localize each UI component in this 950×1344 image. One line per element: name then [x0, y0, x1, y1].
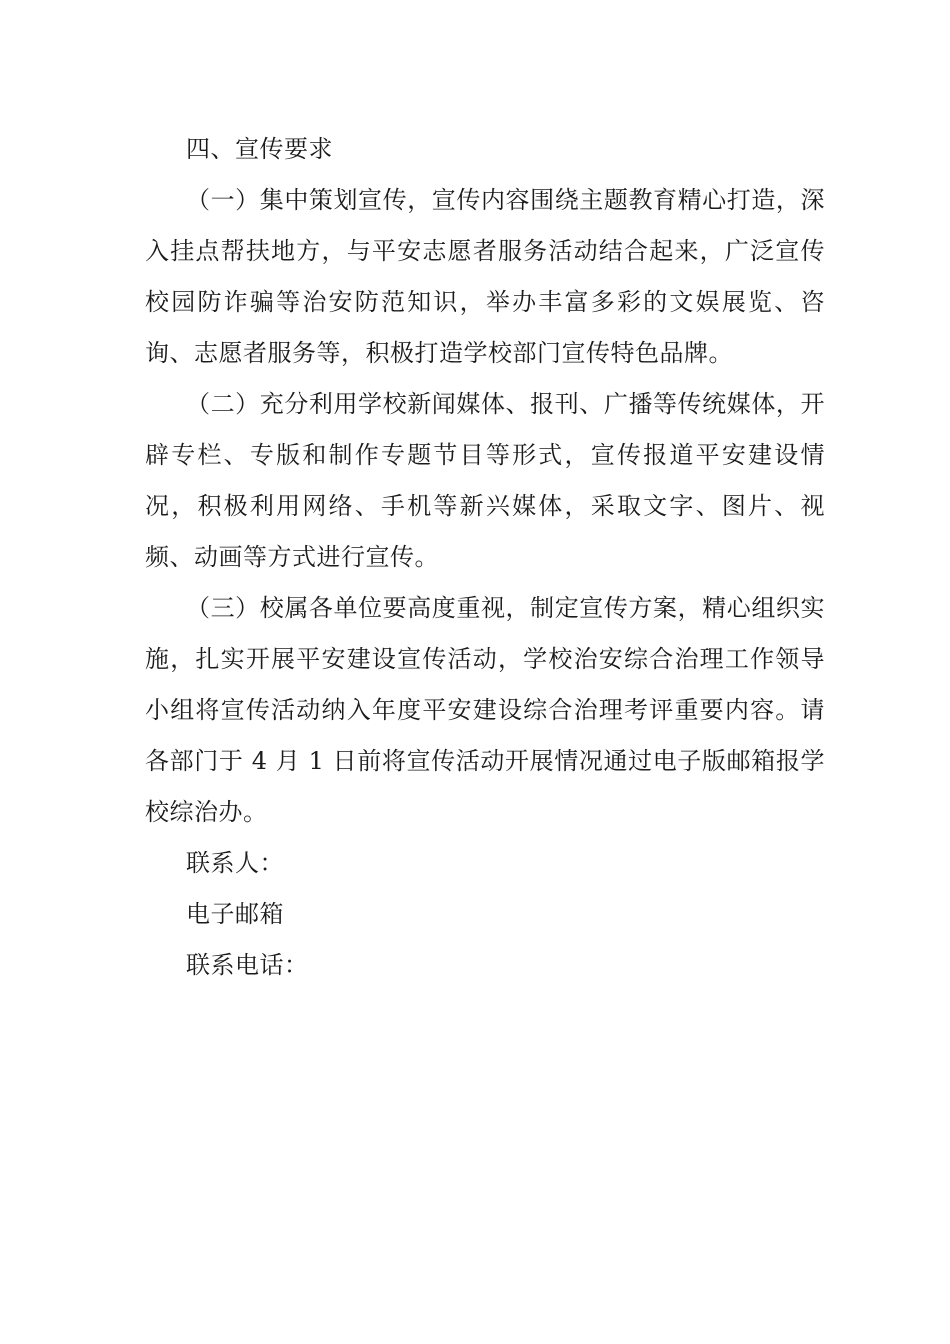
phone-label: 联系电话： [186, 951, 309, 979]
paragraph-2: （二）充分利用学校新闻媒体、报刊、广播等传统媒体，开辟专栏、专版和制作专题节目等形式，宣传报道平安建设情况，积极利用网络、手机等新兴媒体，采取文字、图片、视频、动画等方式进行宣传。 [145, 390, 825, 571]
paragraph-1: （一）集中策划宣传，宣传内容围绕主题教育精心打造，深入挂点帮扶地方，与平安志愿者服务活动结合起来，广泛宣传校园防诈骗等治安防范知识，举办丰富多彩的文娱展览、咨询、志愿者服务等，积极打造学校部门宣传特色品牌。 [145, 186, 825, 367]
contact-person-label: 联系人： [186, 849, 284, 877]
document-body [145, 124, 825, 991]
email-label: 电子邮箱 [186, 900, 284, 928]
section-heading: 四、宣传要求 [186, 135, 333, 163]
paragraph-3: （三）校属各单位要高度重视，制定宣传方案，精心组织实施，扎实开展平安建设宣传活动，学校治安综合治理工作领导小组将宣传活动纳入年度平安建设综合治理考评重要内容。请各部门于 4 月 1 日前将宣传活动开展情况通过电子版邮箱报学校综治办。 [145, 594, 825, 826]
